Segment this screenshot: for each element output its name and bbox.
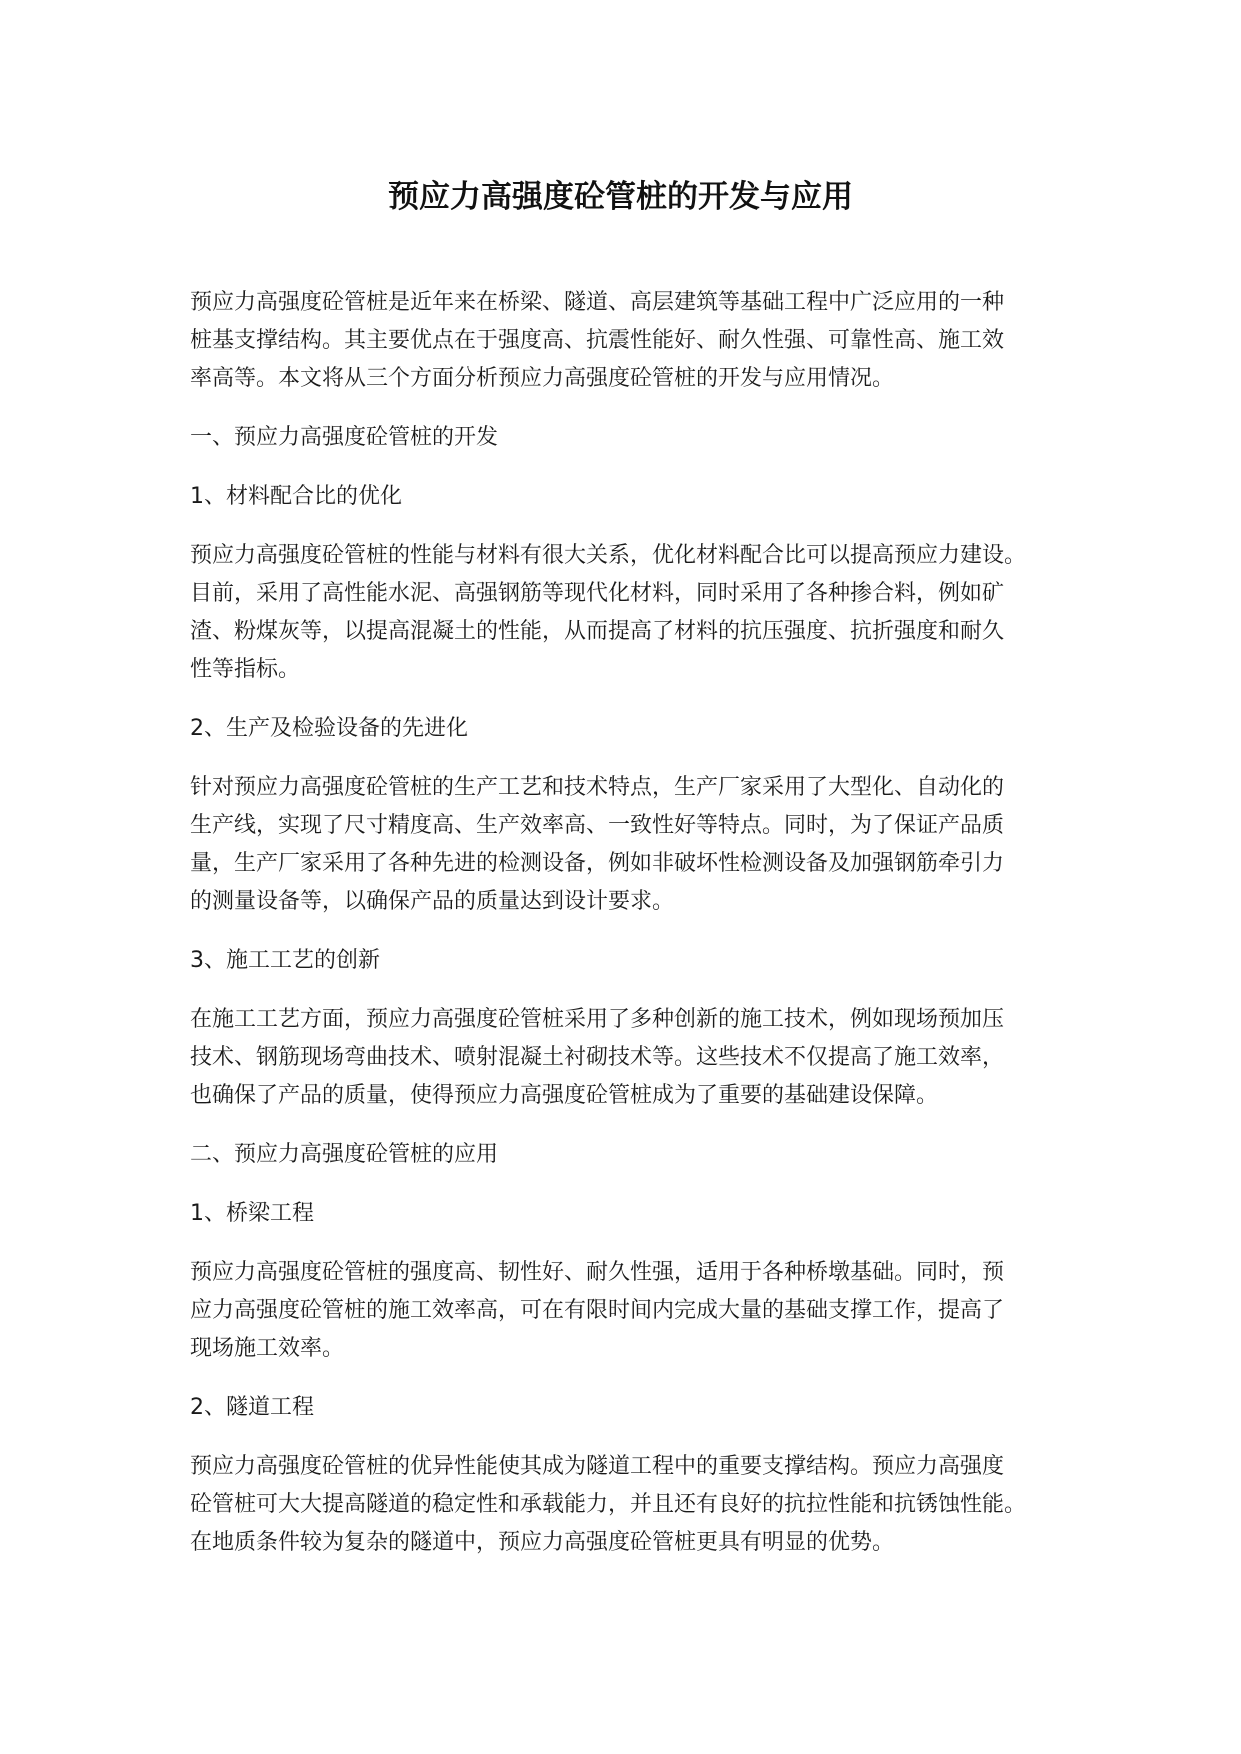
subsection-heading: 2、隧道工程 xyxy=(190,1395,314,1420)
paragraph-line: 预应力高强度砼管桩的优异性能使其成为隧道工程中的重要支撑结构。预应力高强度 xyxy=(190,1454,1005,1479)
body-paragraph xyxy=(190,537,1090,689)
paragraph-line: 在地质条件较为复杂的隧道中，预应力高强度砼管桩更具有明显的优势。 xyxy=(190,1530,895,1555)
paragraph-line: 应力高强度砼管桩的施工效率高，可在有限时间内完成大量的基础支撑工作，提高了 xyxy=(190,1298,1005,1323)
section-heading: 一、预应力高强度砼管桩的开发 xyxy=(190,425,499,450)
intro-paragraph xyxy=(190,284,1090,398)
paragraph-line: 现场施工效率。 xyxy=(190,1336,345,1361)
paragraph-line: 量，生产厂家采用了各种先进的检测设备，例如非破坏性检测设备及加强钢筋牵引力 xyxy=(190,851,1005,876)
paragraph-line: 预应力高强度砼管桩的性能与材料有很大关系，优化材料配合比可以提高预应力建设。 xyxy=(190,543,1027,568)
subsection-heading: 1、桥梁工程 xyxy=(190,1201,314,1226)
subsection-heading: 3、施工工艺的创新 xyxy=(190,948,380,973)
document-body xyxy=(190,284,1090,1583)
paragraph-line: 的测量设备等，以确保产品的质量达到设计要求。 xyxy=(190,889,675,914)
paragraph-line: 针对预应力高强度砼管桩的生产工艺和技术特点，生产厂家采用了大型化、自动化的 xyxy=(190,775,1005,800)
subsection-heading: 1、材料配合比的优化 xyxy=(190,484,402,509)
paragraph-line: 率高等。本文将从三个方面分析预应力高强度砼管桩的开发与应用情况。 xyxy=(190,366,895,391)
subsection-heading: 2、生产及检验设备的先进化 xyxy=(190,716,468,741)
paragraph-line: 渣、粉煤灰等，以提高混凝土的性能，从而提高了材料的抗压强度、抗折强度和耐久 xyxy=(190,619,1005,644)
paragraph-line: 预应力高强度砼管桩是近年来在桥梁、隧道、高层建筑等基础工程中广泛应用的一种 xyxy=(190,290,1005,315)
paragraph-line: 桩基支撑结构。其主要优点在于强度高、抗震性能好、耐久性强、可靠性高、施工效 xyxy=(190,328,1005,353)
paragraph-line: 性等指标。 xyxy=(190,657,301,682)
document-title: 预应力高强度砼管桩的开发与应用 xyxy=(388,179,853,215)
paragraph-line: 预应力高强度砼管桩的强度高、韧性好、耐久性强，适用于各种桥墩基础。同时，预 xyxy=(190,1260,1005,1285)
paragraph-line: 在施工工艺方面，预应力高强度砼管桩采用了多种创新的施工技术，例如现场预加压 xyxy=(190,1007,1005,1032)
paragraph-line: 砼管桩可大大提高隧道的稳定性和承载能力，并且还有良好的抗拉性能和抗锈蚀性能。 xyxy=(190,1492,1027,1517)
body-paragraph xyxy=(190,1448,1090,1562)
paragraph-line: 目前，采用了高性能水泥、高强钢筋等现代化材料，同时采用了各种掺合料，例如矿 xyxy=(190,581,1005,606)
body-paragraph xyxy=(190,769,1090,921)
paragraph-line: 也确保了产品的质量，使得预应力高强度砼管桩成为了重要的基础建设保障。 xyxy=(190,1083,939,1108)
section-heading: 二、预应力高强度砼管桩的应用 xyxy=(190,1142,499,1167)
body-paragraph xyxy=(190,1001,1090,1115)
body-paragraph xyxy=(190,1254,1090,1368)
paragraph-line: 技术、钢筋现场弯曲技术、喷射混凝土衬砌技术等。这些技术不仅提高了施工效率， xyxy=(190,1045,1005,1070)
paragraph-line: 生产线，实现了尺寸精度高、生产效率高、一致性好等特点。同时，为了保证产品质 xyxy=(190,813,1005,838)
